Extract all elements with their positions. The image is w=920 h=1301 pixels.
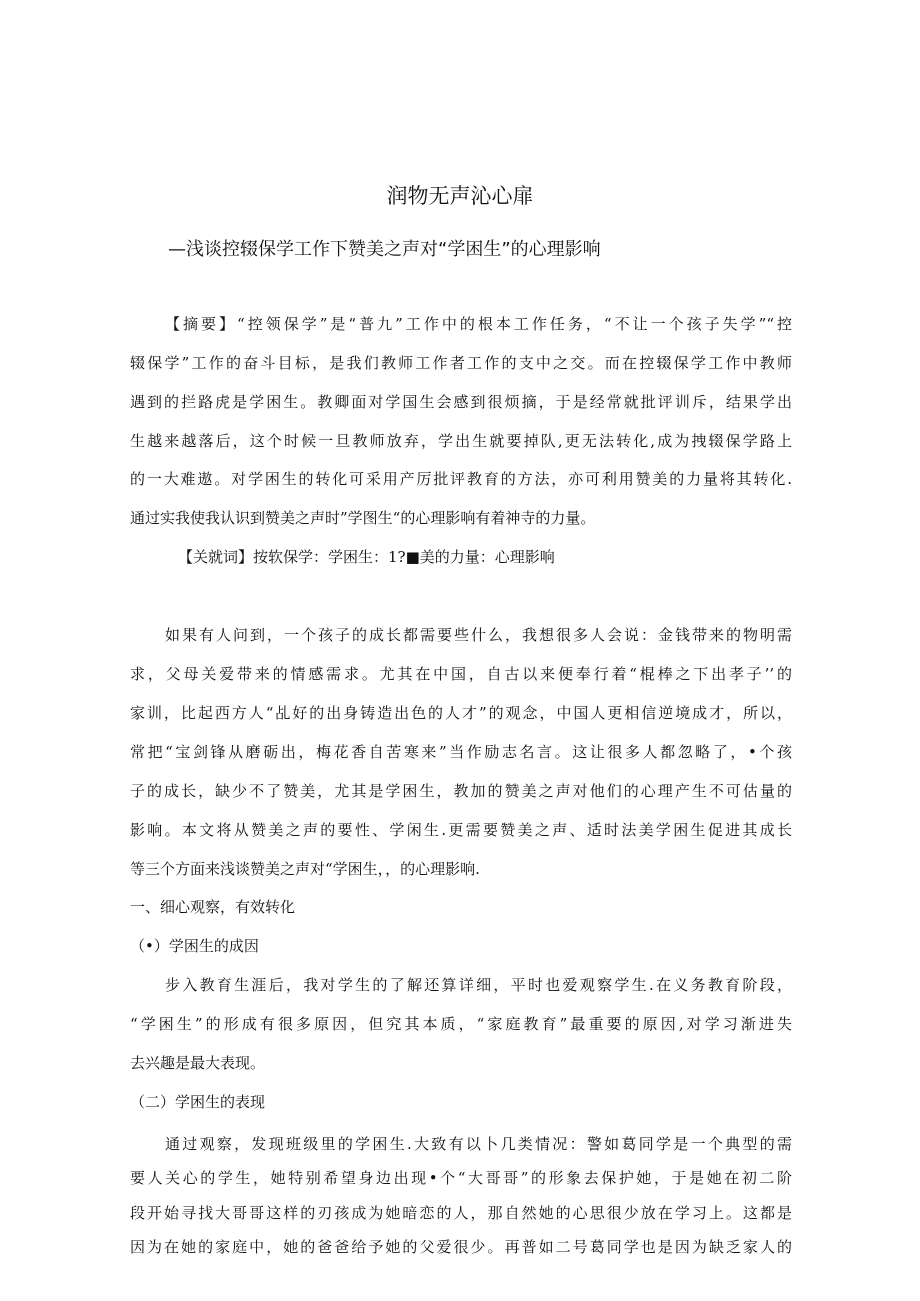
abstract-line: 遇到的拦路虎是学困生。教卿面对学国生会感到很烦摘，于是经常就批评训斥，结果学出 (130, 393, 792, 411)
intro-line: 家训，比起西方人“乩好的出身铸造出色的人才”的观念，中国人更相信逆境成才，所以， (130, 704, 792, 722)
document-title: 润物无声沁心扉 (386, 184, 534, 208)
intro-line: 如果有人问到，一个孩子的成长都需要些什么，我想很多人会说：金钱带来的物明需 (165, 626, 792, 644)
body-line: 步入教育生涯后，我对学生的了解还算详细，平时也爱观察学生.在义务教育阶段， (165, 976, 792, 994)
abstract-line: 的一大难遨。对学困生的转化可采用产厉批评教育的方法，亦可利用赞美的力量将其转化. (130, 470, 792, 488)
body-line: 去兴趣是最大表现。 (130, 1054, 266, 1072)
document-subtitle: —浅谈控辍保学工作下赞美之声对“学困生”的心理影响 (168, 239, 601, 260)
intro-line: 求，父母关爱带来的情感需求。尤其在中国，自古以来便奉行着“棍棒之下出孝子’’的 (130, 665, 792, 683)
abstract-line: 生越来越落后，这个时候一旦教师放弃，学出生就要掉队,更无法转化,成为拽辍保学路上 (130, 432, 792, 450)
section-heading: 一、细心观察，有效转化 (130, 898, 296, 916)
body-line: 通过观察，发现班级里的学困生.大致有以卜几类情况：警如葛同学是一个典型的需 (165, 1135, 792, 1153)
intro-line: 常把“宝剑锋从磨砺出，梅花香自苦寒来”当作励志名言。这让很多人都忽略了，•个孩 (130, 743, 792, 761)
abstract-line: 辍保学”工作的奋斗目标，是我们教师工作者工作的支中之交。而在控辍保学工作中教师 (130, 354, 792, 372)
abstract-line: 【摘要】“控领保学”是“普九”工作中的根本工作任务，“不让一个孩子失学”“控 (165, 315, 792, 333)
body-line: 要人关心的学生，她特别希望身边出现•个“大哥哥”的形象去保护她，于是她在初二阶 (130, 1169, 792, 1187)
intro-line: 子的成长，缺少不了赞美，尤其是学困生，教加的赞美之声对他们的心理产生不可估量的 (130, 782, 792, 800)
keywords-line: 【关就词】按软保学：学困生：1?■美的力量：心理影响 (178, 548, 555, 566)
body-line: “学困生”的形成有很多原因，但究其本质，“家庭教育”最重要的原因,对学习渐进失 (130, 1015, 792, 1033)
subsection-heading: （二）学困生的表现 (130, 1093, 266, 1111)
abstract-line: 通过实我使我认识到赞美之声时”学图生“的心理影响有着神寺的力量。 (130, 509, 596, 527)
intro-line: 影响。本文将从赞美之声的要性、学闲生.更需要赞美之声、适时法美学困生促进其成长 (130, 821, 792, 839)
body-line: 因为在她的家庭中，她的爸爸给予她的父爱很少。再普如二号葛同学也是因为缺乏家人的 (130, 1238, 792, 1256)
subsection-heading: （•）学困生的成因 (130, 937, 259, 955)
body-line: 段开始寻找大哥哥这样的刃孩成为她暗恋的人，那自然她的心思很少放在学习上。这都是 (130, 1204, 792, 1222)
intro-line: 等三个方面来浅谈赞美之声对“学困生，，的心理影响. (130, 860, 480, 878)
